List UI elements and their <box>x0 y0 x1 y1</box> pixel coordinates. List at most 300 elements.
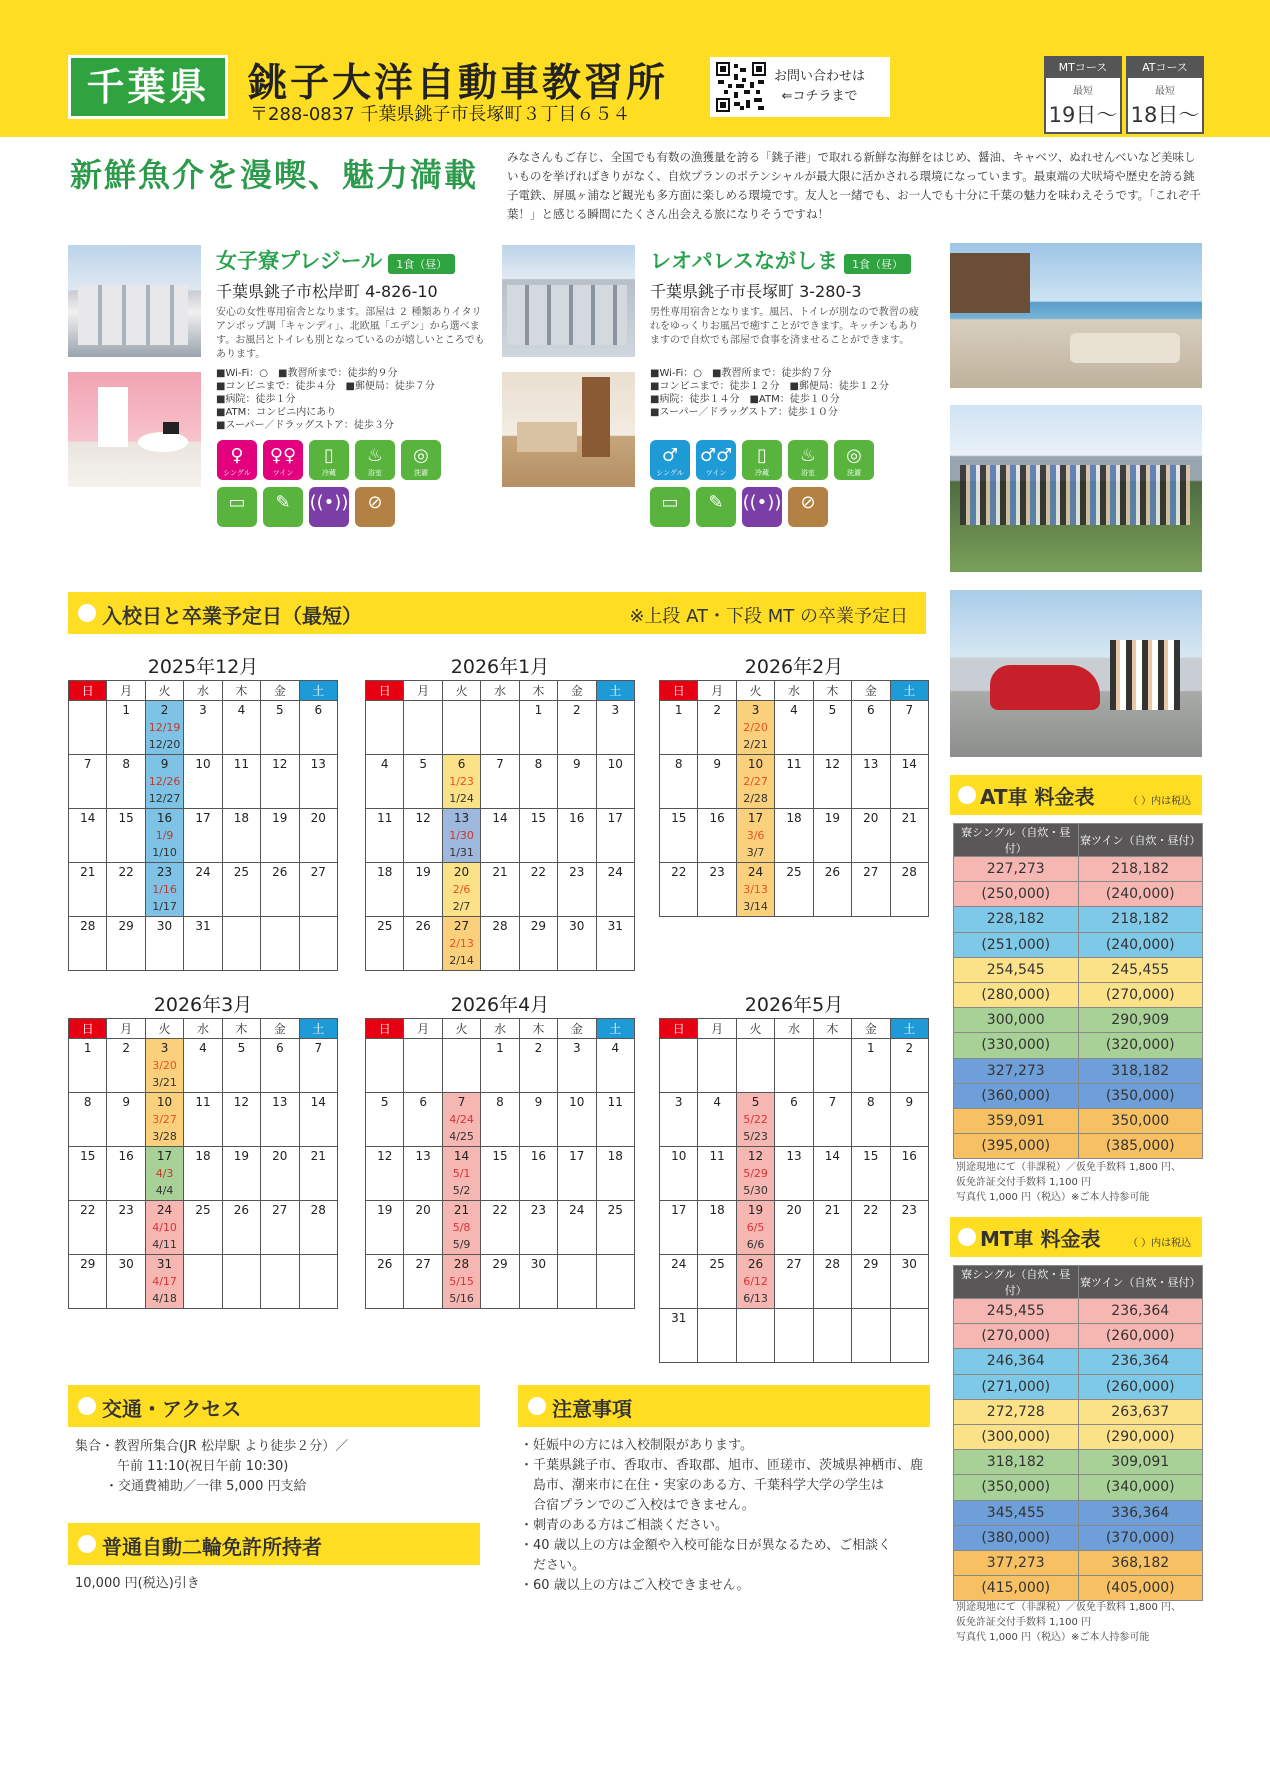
calendar-day <box>184 701 222 755</box>
calendar-day <box>366 701 404 755</box>
bullet-icon <box>958 1228 976 1246</box>
day-number <box>775 1039 812 1057</box>
calendar-day <box>660 809 698 863</box>
calendar-day <box>69 917 107 971</box>
day-number: 20 <box>453 865 470 879</box>
day-number: 21 <box>453 1203 470 1217</box>
calendar-day <box>775 1309 813 1363</box>
calendar-day <box>558 1255 596 1309</box>
access-line: 集合・教習所集合(JR 松岸駅 より徒歩２分）／ <box>75 1439 349 1454</box>
day-number: 19 <box>415 865 431 879</box>
fee-row <box>954 957 1203 982</box>
single-fee: 359,091 <box>954 1108 1079 1133</box>
day-number: 17 <box>195 811 211 825</box>
tv-icon: ▭ <box>650 487 690 527</box>
dorm2-info <box>650 245 920 348</box>
calendar-day <box>698 863 736 917</box>
day-number: 9 <box>160 757 169 771</box>
qr-code-icon[interactable] <box>716 62 766 112</box>
column-header: 寮シングル（自炊・昼付） <box>954 1266 1079 1299</box>
calendar-day <box>890 1309 928 1363</box>
calendar-day <box>519 701 557 755</box>
day-number: 1 <box>674 703 683 717</box>
day-number: 11 <box>786 757 802 771</box>
entry-day <box>442 755 480 809</box>
day-number: 11 <box>195 1095 211 1109</box>
day-number: 30 <box>901 1257 917 1271</box>
day-number: 23 <box>901 1203 917 1217</box>
mt-graduation-date: 4/11 <box>152 1238 177 1251</box>
day-number: 10 <box>569 1095 585 1109</box>
prefecture-badge: 千葉県 <box>68 55 228 119</box>
calendar-day <box>852 809 890 863</box>
calendar-day <box>184 1093 222 1147</box>
single-fee: (380,000) <box>954 1525 1079 1550</box>
weekday-header: 水 <box>775 1019 813 1039</box>
moto-banner <box>68 1523 480 1565</box>
day-number: 17 <box>671 1203 687 1217</box>
day-number: 29 <box>530 919 547 933</box>
day-number: 26 <box>377 1257 393 1271</box>
day-number: 13 <box>453 811 470 825</box>
day-number: 18 <box>233 811 250 825</box>
day-number: 16 <box>530 1149 547 1163</box>
day-number <box>223 1255 260 1273</box>
hairdryer-icon: ✎ <box>696 487 736 527</box>
calendar-day <box>442 1039 480 1093</box>
single-fee: (251,000) <box>954 932 1079 957</box>
calendar-day <box>299 701 337 755</box>
single-fee: 345,455 <box>954 1500 1079 1525</box>
twin-fee: 236,364 <box>1078 1299 1203 1324</box>
day-number: 26 <box>233 1203 250 1217</box>
entry-day <box>736 701 774 755</box>
calendar-day <box>660 1039 698 1093</box>
calendar-day <box>222 863 260 917</box>
day-number: 17 <box>747 811 764 825</box>
calendar-title: 2026年3月 <box>153 994 253 1016</box>
day-number: 27 <box>310 865 326 879</box>
day-number: 28 <box>453 1257 470 1271</box>
calendar-day <box>519 1093 557 1147</box>
day-number: 15 <box>530 811 547 825</box>
day-number: 16 <box>118 1149 134 1163</box>
day-number: 5 <box>276 703 284 717</box>
calendar-day <box>222 701 260 755</box>
twin-room-icon: ♀♀ ツイン <box>263 440 303 480</box>
tax-note: （ ）内は税込 <box>1128 796 1192 807</box>
no-smoking-icon: ⊘ <box>788 487 828 527</box>
mt-fees-title: MT車 料金表 <box>980 1227 1101 1251</box>
mt-graduation-date: 5/30 <box>743 1184 768 1197</box>
fee-row <box>954 1349 1203 1374</box>
calendar-day <box>107 863 145 917</box>
mt-graduation-date: 5/9 <box>452 1238 471 1251</box>
day-number: 27 <box>272 1203 288 1217</box>
weekday-header: 火 <box>736 1019 774 1039</box>
calendar-day <box>596 1255 634 1309</box>
single-fee: 318,182 <box>954 1450 1079 1475</box>
calendar-day <box>366 863 404 917</box>
calendar-day <box>519 809 557 863</box>
note-line: 写真代 1,000 円（税込）※ご本人持参可能 <box>956 1632 1150 1643</box>
feature-line: ■コンビニまで：徒歩１２分 ■郵便局：徒歩１２分 <box>650 381 889 392</box>
calendar-day <box>366 809 404 863</box>
twin-fee: 218,182 <box>1078 907 1203 932</box>
weekday-header: 月 <box>107 681 145 701</box>
single-fee: (350,000) <box>954 1475 1079 1500</box>
calendar-day <box>558 701 596 755</box>
entry-day <box>736 809 774 863</box>
day-number: 2 <box>534 1041 543 1055</box>
at-graduation-date: 1/16 <box>152 883 177 896</box>
calendar-day <box>69 701 107 755</box>
day-number: 1 <box>122 703 130 717</box>
contact-line: ⇐コチラまで <box>781 89 858 104</box>
calendar-day <box>813 1255 851 1309</box>
mt-graduation-date: 3/21 <box>152 1076 177 1089</box>
day-number: 3 <box>573 1041 581 1055</box>
calendar-day <box>222 1147 260 1201</box>
day-number: 9 <box>573 757 581 771</box>
day-number: 12 <box>272 757 288 771</box>
day-number: 14 <box>453 1149 470 1163</box>
day-number: 3 <box>160 1041 169 1055</box>
fee-row <box>954 857 1203 882</box>
day-number: 5 <box>751 1095 760 1109</box>
calendar-day <box>890 863 928 917</box>
day-number: 25 <box>786 865 802 879</box>
no-smoking-icon: ⊘ <box>355 487 395 527</box>
weekday-header: 日 <box>69 681 107 701</box>
calendar-day <box>107 1147 145 1201</box>
day-number: 2 <box>160 703 169 717</box>
calendar-day <box>404 1039 442 1093</box>
calendar-day <box>404 755 442 809</box>
note-line: 写真代 1,000 円（税込）※ご本人持参可能 <box>956 1192 1150 1203</box>
day-number: 25 <box>709 1257 725 1271</box>
mt-graduation-date: 3/14 <box>743 900 768 913</box>
bullet-icon <box>958 786 976 804</box>
notice-item: ださい。 <box>520 1558 586 1573</box>
day-number: 28 <box>901 865 917 879</box>
course-name: ATコース <box>1128 58 1202 78</box>
calendar-title: 2026年5月 <box>744 994 844 1016</box>
notice-item: ・千葉県銚子市、香取市、香取郡、旭市、匝瑳市、茨城県神栖市、鹿 <box>520 1458 924 1473</box>
day-number: 18 <box>195 1149 211 1163</box>
day-number: 7 <box>83 757 92 771</box>
entry-day <box>736 1147 774 1201</box>
day-number: 28 <box>824 1257 841 1271</box>
day-number: 22 <box>492 1203 508 1217</box>
day-number: 10 <box>747 757 764 771</box>
day-number: 5 <box>828 703 837 717</box>
calendar-day <box>813 755 851 809</box>
day-number: 16 <box>569 811 585 825</box>
calendar-day <box>222 1039 260 1093</box>
dorm1-room-photo <box>68 372 201 487</box>
notice-item: ・妊娠中の方には入校制限があります。 <box>520 1438 753 1453</box>
day-number: 24 <box>607 865 623 879</box>
calendar-day <box>69 863 107 917</box>
calendar-day <box>558 1093 596 1147</box>
single-fee: (300,000) <box>954 1424 1079 1449</box>
day-number: 23 <box>156 865 173 879</box>
entry-day <box>442 1201 480 1255</box>
weekday-header: 日 <box>660 1019 698 1039</box>
calendar-day <box>261 755 299 809</box>
day-number: 7 <box>828 1095 837 1109</box>
day-number <box>737 1309 774 1327</box>
day-number: 23 <box>530 1203 547 1217</box>
weekday-header: 月 <box>404 1019 442 1039</box>
calendar-day <box>404 1093 442 1147</box>
calendar-day <box>558 809 596 863</box>
calendar-day <box>596 1039 634 1093</box>
weekday-header: 土 <box>890 1019 928 1039</box>
day-number: 14 <box>824 1149 841 1163</box>
feature-line: ■病院：徒歩１分 <box>216 394 296 405</box>
day-number <box>698 1039 735 1057</box>
calendar-day <box>775 1255 813 1309</box>
day-number <box>852 1309 889 1327</box>
fee-row <box>954 1134 1203 1159</box>
calendar-day <box>813 1093 851 1147</box>
calendar-day <box>184 755 222 809</box>
school-address: 〒288-0837 千葉県銚子市長塚町３丁目６５４ <box>250 104 631 125</box>
day-number: 7 <box>457 1095 466 1109</box>
calendar-day <box>698 701 736 755</box>
single-fee: (270,000) <box>954 1324 1079 1349</box>
calendar-day <box>69 1093 107 1147</box>
day-number: 10 <box>671 1149 687 1163</box>
mt-graduation-date: 12/27 <box>148 792 181 805</box>
day-number: 21 <box>310 1149 326 1163</box>
twin-fee: 309,091 <box>1078 1450 1203 1475</box>
intro-text: みなさんもご存じ、全国でも有数の漁獲量を誇る「銚子港」で取れる新鮮な海鮮をはじめ、醤油、キャベツ、ぬれせんべいなど美味しいものを挙げればきりがなく、自炊プランのポテンシャルが最大限に活かされる環境になっています。最東端の犬吠埼や歴史を誇る銚子電鉄、屏風ヶ浦など観光も多方面に楽しめる環境です。友人と一緒でも、お一人でも十分に千葉の魅力を味わえそうです。「これぞ千葉！」と感じる瞬間にたくさん出会える旅になりそうですね！ <box>507 150 1201 221</box>
weekday-header: 水 <box>184 681 222 701</box>
contact-box[interactable] <box>710 57 890 117</box>
calendar-day <box>890 1093 928 1147</box>
day-number: 8 <box>534 757 543 771</box>
twin-fee: (350,000) <box>1078 1083 1203 1108</box>
notice-item: 島市、潮来市に在住・実家のある方、千葉科学大学の学生は <box>520 1478 885 1493</box>
weekday-header: 木 <box>222 681 260 701</box>
twin-fee: (340,000) <box>1078 1475 1203 1500</box>
calendar-day <box>698 1309 736 1363</box>
entry-day <box>442 809 480 863</box>
entry-day <box>145 701 183 755</box>
calendar-day <box>404 1255 442 1309</box>
day-number: 2 <box>573 703 581 717</box>
calendar-day <box>261 809 299 863</box>
day-number: 6 <box>790 1095 798 1109</box>
weekday-header: 木 <box>519 681 557 701</box>
day-number: 6 <box>457 757 466 771</box>
calendar-day <box>299 809 337 863</box>
calendar-day <box>775 755 813 809</box>
entry-day <box>145 1201 183 1255</box>
weekday-header: 木 <box>519 1019 557 1039</box>
weekday-header: 木 <box>813 681 851 701</box>
day-number <box>69 701 106 719</box>
calendar-day <box>481 917 519 971</box>
mt-fees-notes <box>956 1600 1181 1645</box>
calendar-day <box>261 1093 299 1147</box>
twin-fee: 336,364 <box>1078 1500 1203 1525</box>
day-number: 21 <box>492 865 508 879</box>
single-fee: (360,000) <box>954 1083 1079 1108</box>
day-number: 20 <box>863 811 879 825</box>
at-graduation-date: 5/22 <box>743 1113 768 1126</box>
dorm1-features <box>216 367 486 432</box>
note-line: 別途現地にて（非課税）／仮免手数料 1,800 円、 <box>956 1602 1181 1613</box>
mt-graduation-date: 4/4 <box>155 1184 174 1197</box>
day-number: 2 <box>122 1041 130 1055</box>
calendar-day <box>519 863 557 917</box>
calendar-grid <box>659 1018 929 1363</box>
fee-row <box>954 907 1203 932</box>
fee-row <box>954 1008 1203 1033</box>
dorm2-name: レオパレスながしま <box>650 249 838 273</box>
calendar-day <box>596 863 634 917</box>
dorm1-info <box>216 245 486 362</box>
day-number: 15 <box>671 811 687 825</box>
notice-title: 注意事項 <box>552 1397 632 1421</box>
calendar-day <box>261 917 299 971</box>
group-photo <box>950 405 1202 572</box>
day-number: 31 <box>156 1257 173 1271</box>
weekday-header: 土 <box>596 681 634 701</box>
car-photo <box>950 590 1202 757</box>
day-number: 11 <box>233 757 250 771</box>
feature-line: ■病院：徒歩１４分 ■ATM：徒歩１０分 <box>650 394 840 405</box>
calendar-day <box>69 809 107 863</box>
calendar-day <box>442 701 480 755</box>
day-number: 21 <box>824 1203 841 1217</box>
entry-day <box>442 1093 480 1147</box>
weekday-header: 火 <box>442 1019 480 1039</box>
day-number: 27 <box>786 1257 802 1271</box>
tv-icon: ▭ <box>217 487 257 527</box>
mt-graduation-date: 12/20 <box>148 738 181 751</box>
entry-day <box>145 755 183 809</box>
schedule-title: 入校日と卒業予定日（最短） <box>102 604 362 628</box>
entry-day <box>442 1147 480 1201</box>
calendar-day <box>366 755 404 809</box>
single-fee: (395,000) <box>954 1134 1079 1159</box>
at-graduation-date: 5/15 <box>449 1275 474 1288</box>
mt-graduation-date: 1/10 <box>152 846 177 859</box>
twin-fee: 318,182 <box>1078 1058 1203 1083</box>
calendar-2026-04 <box>365 990 635 1309</box>
calendar-day <box>596 1093 634 1147</box>
dorm2-room-photo <box>502 372 635 487</box>
calendar-day <box>852 701 890 755</box>
calendar-day <box>596 755 634 809</box>
day-number: 13 <box>272 1095 288 1109</box>
day-number: 23 <box>569 865 585 879</box>
calendar-day <box>481 809 519 863</box>
fee-row <box>954 1399 1203 1424</box>
calendar-day <box>404 809 442 863</box>
day-number: 4 <box>199 1041 207 1055</box>
wifi-icon: ((•)) <box>742 487 782 527</box>
calendar-day <box>481 1147 519 1201</box>
day-number: 4 <box>611 1041 620 1055</box>
day-number <box>261 1255 298 1273</box>
mt-graduation-date: 6/13 <box>743 1292 768 1305</box>
calendar-day <box>558 863 596 917</box>
calendar-day <box>366 917 404 971</box>
day-number: 17 <box>569 1149 585 1163</box>
at-fees-title: AT車 料金表 <box>980 785 1095 809</box>
entry-day <box>145 863 183 917</box>
single-room-icon: ♀ シングル <box>217 440 257 480</box>
calendar-day <box>404 1201 442 1255</box>
entry-day <box>145 1039 183 1093</box>
single-fee: 327,273 <box>954 1058 1079 1083</box>
calendar-day <box>890 1039 928 1093</box>
weekday-header: 金 <box>261 681 299 701</box>
at-graduation-date: 6/12 <box>743 1275 768 1288</box>
calendar-day <box>222 755 260 809</box>
single-fee: 228,182 <box>954 907 1079 932</box>
at-graduation-date: 2/13 <box>449 937 474 950</box>
day-number: 13 <box>863 757 879 771</box>
day-number: 17 <box>607 811 623 825</box>
access-title: 交通・アクセス <box>102 1397 242 1421</box>
single-fee: (250,000) <box>954 882 1079 907</box>
day-number: 16 <box>901 1149 917 1163</box>
day-number: 3 <box>611 703 620 717</box>
calendar-day <box>261 863 299 917</box>
fee-row <box>954 1324 1203 1349</box>
twin-fee: 245,455 <box>1078 957 1203 982</box>
calendar-day <box>775 1147 813 1201</box>
day-number: 9 <box>534 1095 543 1109</box>
calendar-day <box>481 755 519 809</box>
fee-row <box>954 1450 1203 1475</box>
calendar-day <box>481 863 519 917</box>
mt-graduation-date: 4/18 <box>152 1292 177 1305</box>
calendar-title: 2026年2月 <box>744 656 844 678</box>
day-number: 21 <box>80 865 96 879</box>
column-header: 寮ツイン（自炊・昼付） <box>1078 824 1203 857</box>
single-fee: 254,545 <box>954 957 1079 982</box>
twin-fee: (370,000) <box>1078 1525 1203 1550</box>
day-number: 27 <box>415 1257 431 1271</box>
calendar-day <box>404 701 442 755</box>
weekday-header: 月 <box>698 1019 736 1039</box>
day-number: 24 <box>747 865 764 879</box>
twin-fee: (240,000) <box>1078 932 1203 957</box>
day-number: 6 <box>276 1041 284 1055</box>
calendar-day <box>775 1039 813 1093</box>
day-number: 4 <box>713 1095 721 1109</box>
calendar-day <box>698 755 736 809</box>
calendar-2025-12 <box>68 652 338 971</box>
calendar-day <box>852 1093 890 1147</box>
calendar-day <box>775 863 813 917</box>
day-number: 31 <box>607 919 623 933</box>
calendar-day <box>404 1147 442 1201</box>
dorm1-exterior-photo <box>68 245 201 357</box>
twin-fee: 236,364 <box>1078 1349 1203 1374</box>
mt-graduation-date: 1/17 <box>152 900 177 913</box>
single-fee: 227,273 <box>954 857 1079 882</box>
day-number: 1 <box>867 1041 875 1055</box>
